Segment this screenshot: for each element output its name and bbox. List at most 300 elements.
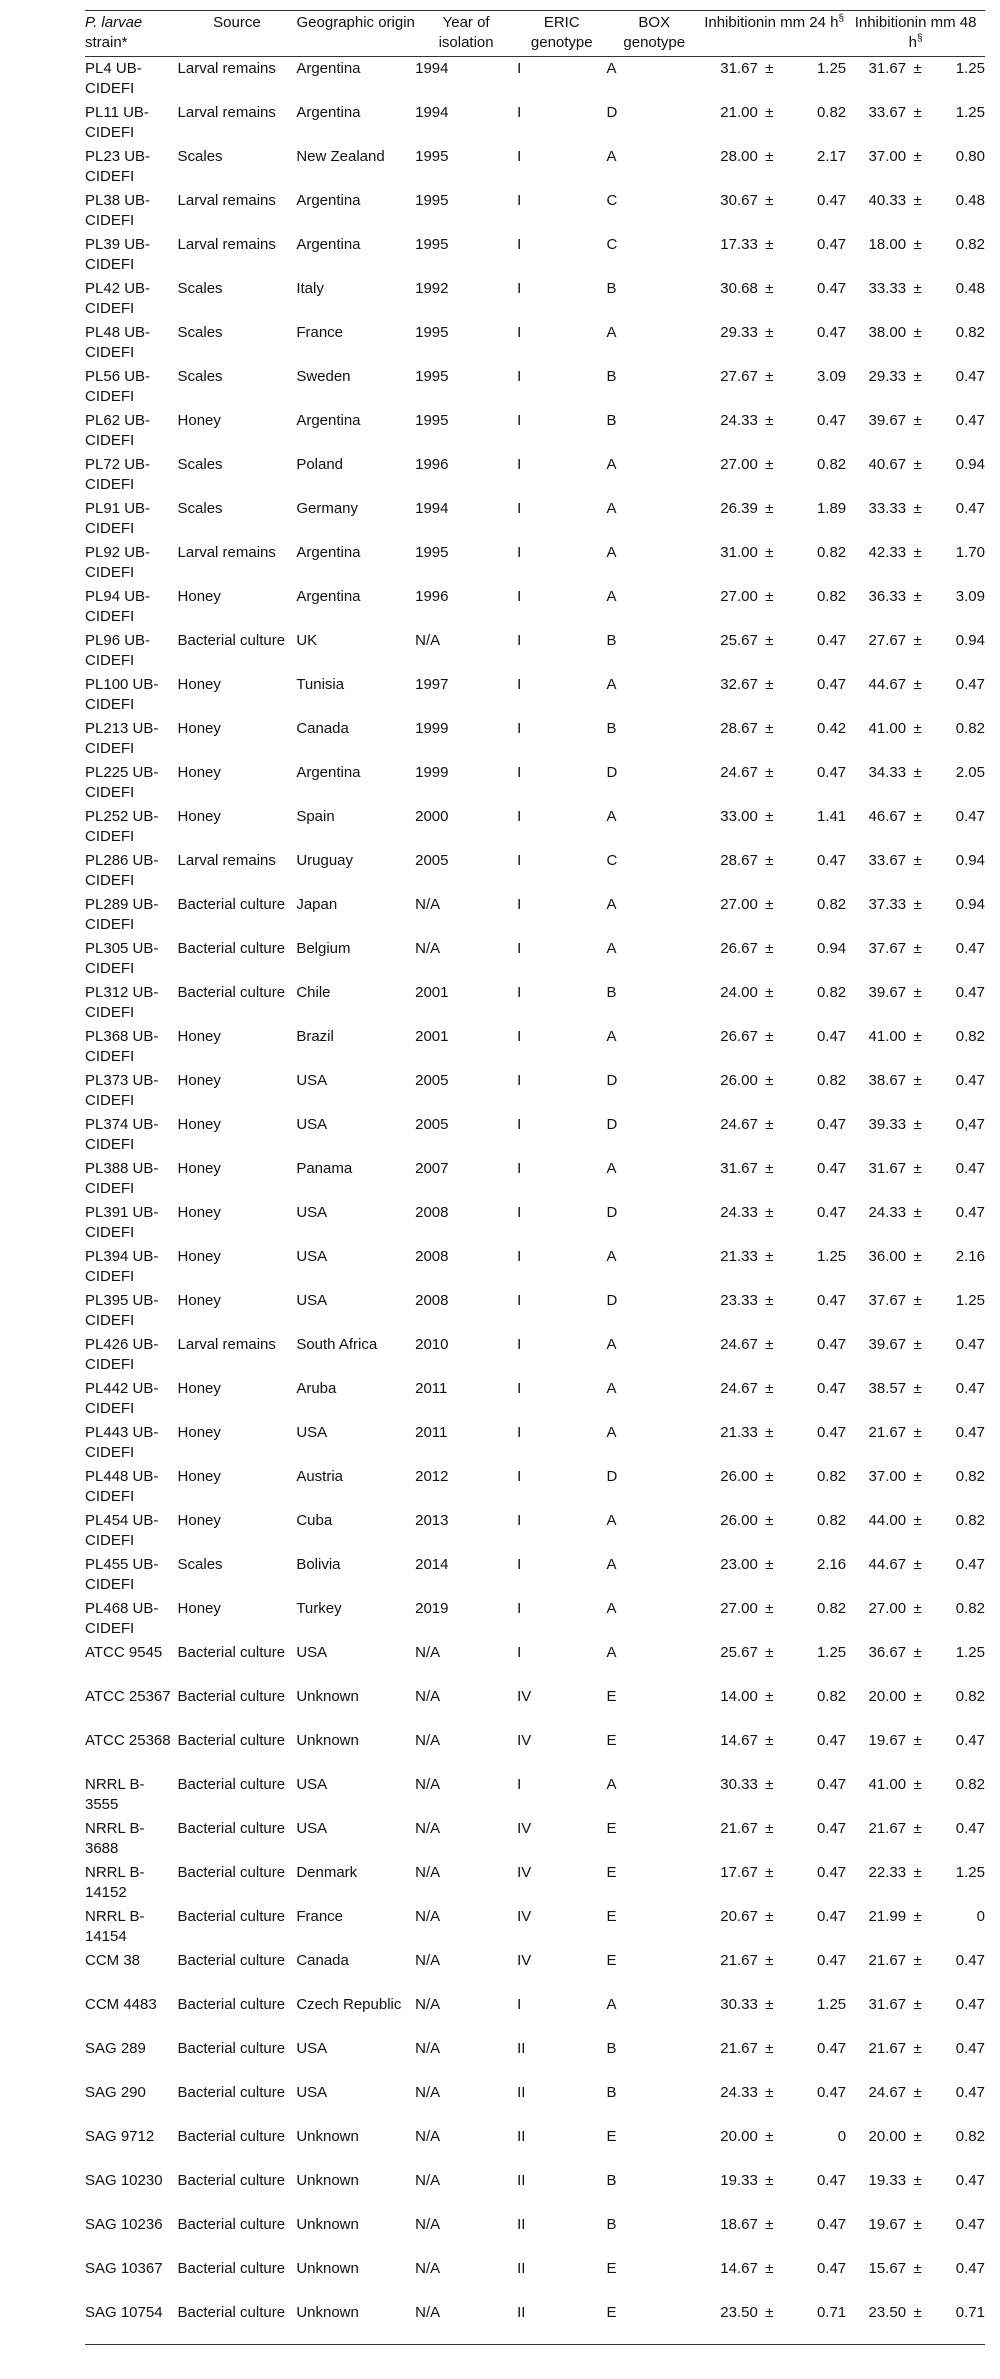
cell-year: N/A <box>415 631 441 649</box>
cell-origin: Aruba <box>296 1379 337 1397</box>
cell-mean-24h: 31.67 <box>720 60 758 77</box>
cell-eric: I <box>517 1247 522 1265</box>
cell-mean-48h: 29.33 <box>868 367 907 385</box>
cell-box: A <box>606 895 617 913</box>
cell-year: 2013 <box>415 1511 449 1529</box>
cell-origin: Argentina <box>296 235 361 253</box>
cell-eric: I <box>517 631 522 649</box>
cell-eric: I <box>517 235 522 253</box>
cell-strain: PL42 UB-CIDEFI <box>85 279 151 317</box>
cell-year: 1997 <box>415 675 449 693</box>
cell-eric: I <box>517 499 522 517</box>
cell-sd-48h: 0.47 <box>955 1071 985 1089</box>
cell-year: 1995 <box>415 191 449 209</box>
cell-source: Bacterial culture <box>177 2259 286 2277</box>
cell-source: Scales <box>177 279 223 297</box>
cell-pm-24h: ± <box>765 2215 774 2233</box>
cell-sd-48h: 0.47 <box>955 1159 985 1177</box>
cell-origin: Germany <box>296 499 358 517</box>
table-row <box>85 1465 985 1509</box>
cell-pm-24h: ± <box>765 2303 774 2321</box>
cell-mean-24h: 24.33 <box>720 2083 758 2101</box>
cell-pm-24h: ± <box>765 895 774 913</box>
cell-origin: Canada <box>296 1951 349 1969</box>
cell-box: A <box>606 1379 617 1397</box>
cell-box: D <box>606 103 618 121</box>
cell-origin: Unknown <box>296 2127 359 2145</box>
cell-year: N/A <box>415 2083 441 2101</box>
cell-eric: I <box>517 1643 522 1661</box>
cell-origin: Argentina <box>296 60 361 77</box>
cell-mean-24h: 21.00 <box>720 103 758 121</box>
cell-strain: PL23 UB-CIDEFI <box>85 147 151 185</box>
cell-year: 2001 <box>415 983 449 1001</box>
cell-mean-24h: 14.67 <box>720 2259 758 2277</box>
cell-box: B <box>606 2039 617 2057</box>
table-row <box>85 1641 985 1685</box>
cell-mean-48h: 21.67 <box>868 1951 907 1969</box>
cell-eric: I <box>517 147 522 165</box>
cell-pm-48h: ± <box>913 851 922 869</box>
cell-pm-48h: ± <box>913 1731 922 1749</box>
cell-sd-24h: 0.47 <box>816 1335 847 1353</box>
cell-source: Bacterial culture <box>177 1643 286 1661</box>
cell-sd-48h: 1.25 <box>955 60 985 77</box>
cell-source: Honey <box>177 807 221 825</box>
table-row <box>85 1949 985 1993</box>
cell-sd-24h: 0.47 <box>816 675 847 693</box>
cell-mean-48h: 21.67 <box>868 2039 907 2057</box>
cell-pm-48h: ± <box>913 103 922 121</box>
cell-eric: II <box>517 2039 526 2057</box>
cell-pm-48h: ± <box>913 411 922 429</box>
cell-sd-24h: 2.17 <box>816 147 847 165</box>
cell-mean-48h: 39.67 <box>868 983 907 1001</box>
cell-pm-24h: ± <box>765 675 774 693</box>
cell-sd-48h: 1.25 <box>955 1863 985 1881</box>
table-row <box>85 1905 985 1949</box>
cell-sd-24h: 0 <box>837 2127 847 2145</box>
cell-year: N/A <box>415 895 441 913</box>
cell-pm-24h: ± <box>765 1423 774 1441</box>
cell-sd-24h: 0.47 <box>816 1291 847 1309</box>
table-row <box>85 1729 985 1773</box>
cell-origin: Unknown <box>296 2215 359 2233</box>
cell-source: Larval remains <box>177 103 276 121</box>
cell-mean-48h: 20.00 <box>868 1687 907 1705</box>
cell-mean-48h: 33.67 <box>868 851 907 869</box>
cell-box: E <box>606 1731 617 1749</box>
cell-sd-48h: 0.82 <box>955 1775 985 1793</box>
table-row <box>85 233 985 277</box>
cell-box: C <box>606 851 618 869</box>
cell-year: 1994 <box>415 60 449 77</box>
cell-mean-48h: 21.67 <box>868 1423 907 1441</box>
cell-mean-24h: 24.00 <box>720 983 758 1001</box>
cell-sd-24h: 0.47 <box>816 1159 847 1177</box>
header-origin: Geographic origin <box>296 14 415 31</box>
cell-mean-24h: 21.33 <box>720 1247 758 1265</box>
cell-box: B <box>606 367 617 385</box>
cell-mean-24h: 28.67 <box>720 851 758 869</box>
cell-source: Honey <box>177 719 221 737</box>
cell-mean-24h: 21.67 <box>720 2039 758 2057</box>
table-row <box>85 1685 985 1729</box>
cell-pm-48h: ± <box>913 1819 922 1837</box>
cell-year: 1999 <box>415 719 449 737</box>
cell-strain: PL391 UB-CIDEFI <box>85 1203 159 1241</box>
cell-strain: PL442 UB-CIDEFI <box>85 1379 159 1417</box>
cell-pm-24h: ± <box>765 719 774 737</box>
cell-mean-48h: 33.67 <box>868 103 907 121</box>
cell-year: N/A <box>415 2259 441 2277</box>
cell-origin: Japan <box>296 895 338 913</box>
table-row <box>85 541 985 585</box>
cell-year: 2001 <box>415 1027 449 1045</box>
cell-mean-24h: 25.67 <box>720 1643 758 1661</box>
cell-pm-24h: ± <box>765 455 774 473</box>
cell-pm-48h: ± <box>913 1863 922 1881</box>
cell-source: Honey <box>177 1599 221 1617</box>
cell-source: Honey <box>177 1159 221 1177</box>
cell-year: 2010 <box>415 1335 449 1353</box>
cell-origin: USA <box>296 1643 328 1661</box>
table-row <box>85 497 985 541</box>
cell-pm-48h: ± <box>913 1291 922 1309</box>
cell-pm-24h: ± <box>765 2259 774 2277</box>
cell-origin: UK <box>296 631 318 649</box>
cell-mean-24h: 21.33 <box>720 1423 758 1441</box>
cell-mean-24h: 27.67 <box>720 367 758 385</box>
cell-origin: USA <box>296 1291 328 1309</box>
cell-source: Bacterial culture <box>177 2083 286 2101</box>
cell-box: B <box>606 631 617 649</box>
cell-pm-48h: ± <box>913 2303 922 2321</box>
cell-strain: SAG 10367 <box>85 2259 163 2277</box>
cell-eric: I <box>517 895 522 913</box>
cell-source: Bacterial culture <box>177 1687 286 1705</box>
cell-mean-24h: 31.67 <box>720 1159 758 1177</box>
cell-pm-24h: ± <box>765 1687 774 1705</box>
cell-strain: PL38 UB-CIDEFI <box>85 191 151 229</box>
cell-sd-48h: 1.25 <box>955 1291 985 1309</box>
cell-eric: I <box>517 1599 522 1617</box>
cell-origin: Tunisia <box>296 675 345 693</box>
cell-strain: ATCC 25367 <box>85 1687 171 1705</box>
cell-sd-24h: 0.47 <box>816 1027 847 1045</box>
cell-sd-24h: 0.42 <box>816 719 847 737</box>
cell-sd-48h: 0.80 <box>955 147 985 165</box>
cell-sd-48h: 0.47 <box>955 499 985 517</box>
cell-year: N/A <box>415 2127 441 2145</box>
cell-mean-24h: 24.33 <box>720 411 758 429</box>
cell-pm-24h: ± <box>765 939 774 957</box>
cell-sd-48h: 0.47 <box>955 2083 985 2101</box>
cell-mean-24h: 27.00 <box>720 455 758 473</box>
cell-eric: I <box>517 191 522 209</box>
cell-strain: CCM 38 <box>85 1951 141 1969</box>
cell-mean-24h: 26.67 <box>720 939 758 957</box>
cell-origin: USA <box>296 2039 328 2057</box>
cell-pm-24h: ± <box>765 1599 774 1617</box>
table-row <box>85 1201 985 1245</box>
cell-mean-48h: 36.00 <box>868 1247 907 1265</box>
cell-mean-48h: 41.00 <box>868 1027 907 1045</box>
cell-sd-48h: 0.47 <box>955 2215 985 2233</box>
cell-pm-48h: ± <box>913 1775 922 1793</box>
cell-year: 1994 <box>415 499 449 517</box>
table-row <box>85 937 985 981</box>
cell-strain: NRRL B-14152 <box>85 1863 145 1901</box>
cell-pm-24h: ± <box>765 851 774 869</box>
table-row <box>85 1861 985 1905</box>
cell-eric: II <box>517 2127 526 2145</box>
cell-year: 1994 <box>415 103 449 121</box>
cell-year: 1995 <box>415 323 449 341</box>
header-strain: P. larvae strain* <box>85 14 143 51</box>
cell-eric: IV <box>517 1731 532 1749</box>
cell-source: Bacterial culture <box>177 2303 286 2321</box>
cell-strain: PL368 UB-CIDEFI <box>85 1027 159 1065</box>
cell-eric: I <box>517 411 522 429</box>
cell-box: A <box>606 1247 617 1265</box>
cell-mean-48h: 36.33 <box>868 587 907 605</box>
cell-origin: Argentina <box>296 103 361 121</box>
cell-eric: I <box>517 1335 522 1353</box>
cell-sd-24h: 0.47 <box>816 2039 847 2057</box>
cell-pm-48h: ± <box>913 1951 922 1969</box>
cell-strain: PL225 UB-CIDEFI <box>85 763 159 801</box>
cell-sd-24h: 0.82 <box>816 895 847 913</box>
cell-strain: PL426 UB-CIDEFI <box>85 1335 159 1373</box>
cell-eric: I <box>517 1511 522 1529</box>
cell-pm-24h: ± <box>765 60 774 77</box>
cell-box: B <box>606 279 617 297</box>
cell-origin: Bolivia <box>296 1555 341 1573</box>
cell-origin: Unknown <box>296 2259 359 2277</box>
cell-origin: USA <box>296 1203 328 1221</box>
table-row <box>85 2213 985 2257</box>
cell-eric: I <box>517 1027 522 1045</box>
cell-mean-24h: 17.33 <box>720 235 758 253</box>
cell-sd-48h: 2.05 <box>955 763 985 781</box>
cell-strain: SAG 289 <box>85 2039 146 2057</box>
strain-table <box>85 10 985 2345</box>
cell-year: 2007 <box>415 1159 449 1177</box>
cell-pm-48h: ± <box>913 367 922 385</box>
header-row <box>85 11 985 57</box>
cell-box: A <box>606 1599 617 1617</box>
cell-strain: ATCC 9545 <box>85 1643 163 1661</box>
cell-sd-48h: 0.47 <box>955 2259 985 2277</box>
table-row <box>85 1817 985 1861</box>
cell-mean-24h: 28.00 <box>720 147 758 165</box>
table-row <box>85 1377 985 1421</box>
cell-box: D <box>606 1115 618 1133</box>
cell-strain: PL443 UB-CIDEFI <box>85 1423 159 1461</box>
cell-mean-24h: 26.00 <box>720 1467 758 1485</box>
cell-year: N/A <box>415 1643 441 1661</box>
cell-origin: Unknown <box>296 2171 359 2189</box>
cell-mean-24h: 32.67 <box>720 675 758 693</box>
cell-sd-24h: 0.82 <box>816 1599 847 1617</box>
cell-box: A <box>606 1555 617 1573</box>
cell-source: Bacterial culture <box>177 1819 286 1837</box>
cell-mean-24h: 21.67 <box>720 1951 758 1969</box>
cell-box: A <box>606 1159 617 1177</box>
table-row <box>85 1245 985 1289</box>
cell-year: 1995 <box>415 367 449 385</box>
cell-strain: PL91 UB-CIDEFI <box>85 499 151 537</box>
cell-source: Bacterial culture <box>177 1995 286 2013</box>
cell-origin: Brazil <box>296 1027 334 1045</box>
cell-origin: Chile <box>296 983 331 1001</box>
cell-pm-48h: ± <box>913 191 922 209</box>
cell-strain: CCM 4483 <box>85 1995 157 2013</box>
cell-sd-24h: 0.47 <box>816 411 847 429</box>
table-row <box>85 981 985 1025</box>
cell-mean-24h: 33.00 <box>720 807 758 825</box>
table-row <box>85 1069 985 1113</box>
cell-box: A <box>606 1335 617 1353</box>
cell-origin: France <box>296 1907 343 1925</box>
cell-pm-24h: ± <box>765 411 774 429</box>
cell-pm-48h: ± <box>913 323 922 341</box>
cell-origin: Argentina <box>296 411 361 429</box>
cell-source: Honey <box>177 1115 221 1133</box>
cell-sd-48h: 0.82 <box>955 1599 985 1617</box>
cell-pm-24h: ± <box>765 807 774 825</box>
cell-box: C <box>606 235 618 253</box>
cell-strain: PL4 UB-CIDEFI <box>85 60 142 97</box>
cell-eric: I <box>517 719 522 737</box>
cell-mean-48h: 38.67 <box>868 1071 907 1089</box>
cell-sd-48h: 0.82 <box>955 323 985 341</box>
cell-mean-24h: 23.50 <box>720 2303 758 2321</box>
cell-eric: I <box>517 367 522 385</box>
cell-year: 2019 <box>415 1599 449 1617</box>
cell-eric: I <box>517 543 522 561</box>
cell-mean-48h: 39.67 <box>868 411 907 429</box>
cell-strain: PL448 UB-CIDEFI <box>85 1467 159 1505</box>
cell-eric: I <box>517 763 522 781</box>
table-row <box>85 2257 985 2301</box>
cell-box: A <box>606 587 617 605</box>
cell-strain: PL373 UB-CIDEFI <box>85 1071 159 1109</box>
cell-mean-48h: 20.00 <box>868 2127 907 2145</box>
cell-mean-24h: 26.67 <box>720 1027 758 1045</box>
cell-strain: NRRL B-14154 <box>85 1907 145 1945</box>
cell-year: 2008 <box>415 1203 449 1221</box>
cell-strain: PL395 UB-CIDEFI <box>85 1291 159 1329</box>
cell-sd-48h: 1.25 <box>955 1643 985 1661</box>
cell-eric: I <box>517 1555 522 1573</box>
cell-pm-48h: ± <box>913 1643 922 1661</box>
table-row <box>85 1509 985 1553</box>
cell-sd-24h: 0.47 <box>816 1951 847 1969</box>
cell-eric: IV <box>517 1863 532 1881</box>
cell-mean-48h: 38.00 <box>868 323 907 341</box>
cell-eric: I <box>517 323 522 341</box>
cell-sd-24h: 3.09 <box>816 367 847 385</box>
cell-sd-48h: 0.47 <box>955 1203 985 1221</box>
cell-pm-24h: ± <box>765 1291 774 1309</box>
cell-source: Bacterial culture <box>177 1907 286 1925</box>
cell-source: Honey <box>177 1467 221 1485</box>
cell-sd-48h: 0.82 <box>955 1467 985 1485</box>
cell-eric: II <box>517 2083 526 2101</box>
cell-sd-24h: 1.25 <box>816 60 847 77</box>
cell-mean-48h: 39.33 <box>868 1115 907 1133</box>
cell-pm-24h: ± <box>765 499 774 517</box>
cell-pm-24h: ± <box>765 1159 774 1177</box>
cell-box: A <box>606 543 617 561</box>
cell-box: A <box>606 807 617 825</box>
cell-box: A <box>606 939 617 957</box>
cell-origin: South Africa <box>296 1335 378 1353</box>
cell-mean-24h: 27.00 <box>720 1599 758 1617</box>
cell-sd-24h: 1.25 <box>816 1643 847 1661</box>
cell-pm-24h: ± <box>765 1115 774 1133</box>
cell-strain: PL96 UB-CIDEFI <box>85 631 151 669</box>
cell-mean-48h: 19.33 <box>868 2171 907 2189</box>
cell-pm-24h: ± <box>765 279 774 297</box>
cell-box: A <box>606 1995 617 2013</box>
cell-strain: NRRL B-3555 <box>85 1775 145 1813</box>
cell-sd-24h: 0.82 <box>816 1071 847 1089</box>
cell-pm-48h: ± <box>913 1247 922 1265</box>
cell-source: Scales <box>177 147 223 165</box>
cell-source: Scales <box>177 455 223 473</box>
cell-sd-48h: 0.82 <box>955 1687 985 1705</box>
cell-year: 2011 <box>415 1379 448 1397</box>
cell-pm-48h: ± <box>913 1599 922 1617</box>
cell-source: Bacterial culture <box>177 631 286 649</box>
cell-pm-24h: ± <box>765 147 774 165</box>
cell-source: Honey <box>177 1203 221 1221</box>
cell-mean-48h: 42.33 <box>868 543 907 561</box>
cell-pm-24h: ± <box>765 1731 774 1749</box>
cell-year: N/A <box>415 1995 441 2013</box>
cell-year: N/A <box>415 1951 441 1969</box>
cell-eric: II <box>517 2303 526 2321</box>
cell-year: N/A <box>415 2215 441 2233</box>
cell-origin: Uruguay <box>296 851 354 869</box>
cell-mean-48h: 39.67 <box>868 1335 907 1353</box>
cell-eric: II <box>517 2259 526 2277</box>
cell-mean-24h: 27.00 <box>720 895 758 913</box>
cell-sd-24h: 0.47 <box>816 279 847 297</box>
cell-source: Bacterial culture <box>177 1775 286 1793</box>
cell-mean-24h: 24.67 <box>720 1335 758 1353</box>
cell-pm-24h: ± <box>765 1027 774 1045</box>
cell-sd-24h: 0.82 <box>816 455 847 473</box>
cell-eric: I <box>517 103 522 121</box>
cell-sd-48h: 0.48 <box>955 191 985 209</box>
cell-eric: I <box>517 983 522 1001</box>
cell-eric: II <box>517 2171 526 2189</box>
cell-year: N/A <box>415 2303 441 2321</box>
cell-mean-24h: 31.00 <box>720 543 758 561</box>
cell-pm-48h: ± <box>913 235 922 253</box>
cell-year: 1995 <box>415 235 449 253</box>
cell-box: E <box>606 1863 617 1881</box>
cell-sd-24h: 0.47 <box>816 851 847 869</box>
cell-sd-48h: 0.94 <box>955 631 985 649</box>
cell-pm-24h: ± <box>765 103 774 121</box>
cell-pm-24h: ± <box>765 2127 774 2145</box>
cell-sd-48h: 3.09 <box>955 587 985 605</box>
